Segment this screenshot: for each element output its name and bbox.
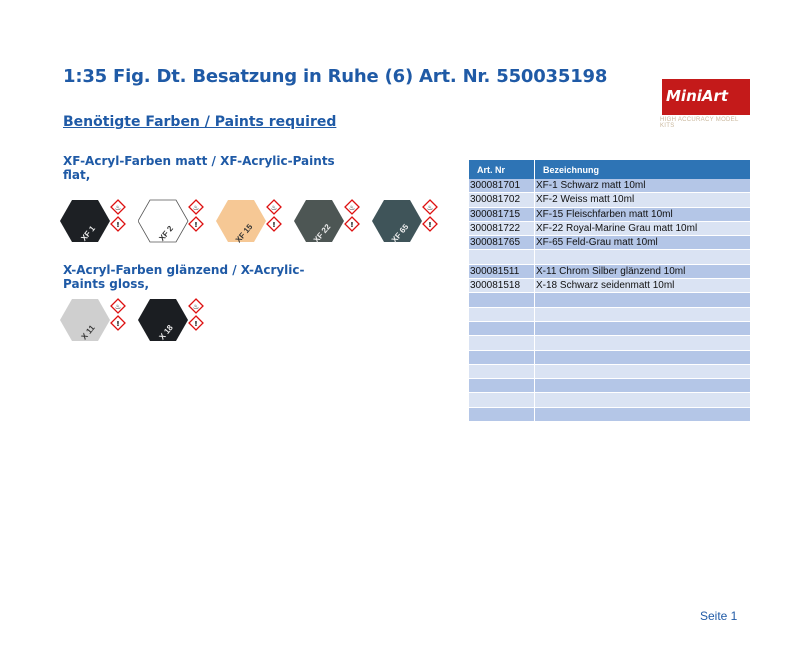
paint-code-label: XF 65 (389, 222, 411, 245)
logo-subtext: HIGH ACCURACY MODEL KITS (660, 117, 739, 129)
page-title: 1:35 Fig. Dt. Besatzung in Ruhe (6) Art. Nr. 550035198 (63, 66, 608, 87)
exclamation-hazard-icon (111, 217, 125, 231)
paints-required-heading: Benötigte Farben / Paints required (63, 114, 337, 130)
bezeichnung-cell (535, 379, 751, 393)
bezeichnung-cell (535, 393, 751, 407)
flat-paints-heading: XF-Acryl-Farben matt / XF-Acrylic-Paints flat, (63, 154, 335, 182)
paint-swatch (138, 197, 206, 247)
table-row (469, 179, 751, 193)
svg-text:♨: ♨ (192, 204, 200, 212)
svg-text:♨: ♨ (270, 204, 278, 212)
flammable-hazard-icon (423, 200, 437, 214)
bezeichnung-cell (535, 293, 751, 307)
table-row (469, 379, 751, 393)
table-row (469, 393, 751, 407)
exclamation-hazard-icon (189, 316, 203, 330)
paint-code-label: XF 15 (233, 222, 255, 245)
gloss-paints-heading: X-Acryl-Farben glänzend / X-Acrylic-Paints gloss, (63, 263, 305, 291)
bezeichnung-cell: XF-1 Schwarz matt 10ml (535, 179, 751, 193)
paint-swatch-graphic (294, 197, 362, 247)
svg-text:!: ! (194, 320, 198, 328)
table-row (469, 293, 751, 307)
paint-swatch-graphic (138, 197, 206, 247)
svg-text:♨: ♨ (114, 204, 122, 212)
page-number: Seite 1 (700, 609, 738, 623)
exclamation-hazard-icon (189, 217, 203, 231)
table-row (469, 264, 751, 278)
svg-text:♨: ♨ (348, 204, 356, 212)
flat-paints-row (60, 197, 440, 247)
table-row (469, 279, 751, 293)
art-nr-cell: 300081511 (469, 264, 535, 278)
paint-code-label: XF 22 (311, 222, 333, 245)
bezeichnung-cell (535, 336, 751, 350)
paint-code-label: X 18 (157, 323, 175, 342)
exclamation-hazard-icon (111, 316, 125, 330)
table-row (469, 307, 751, 321)
exclamation-hazard-icon (267, 217, 281, 231)
svg-text:♨: ♨ (192, 303, 200, 311)
art-nr-cell: 300081702 (469, 193, 535, 207)
svg-text:!: ! (116, 221, 120, 229)
bezeichnung-cell: XF-2 Weiss matt 10ml (535, 193, 751, 207)
table-row (469, 321, 751, 335)
flammable-hazard-icon (189, 200, 203, 214)
art-nr-cell (469, 407, 535, 421)
art-nr-cell (469, 293, 535, 307)
paint-swatch-graphic (372, 197, 440, 247)
art-nr-cell: 300081765 (469, 236, 535, 250)
bezeichnung-cell (535, 250, 751, 264)
paint-swatch (138, 296, 206, 346)
bezeichnung-cell (535, 364, 751, 378)
table-row (469, 350, 751, 364)
paint-swatch (60, 197, 128, 247)
table-header-row (469, 160, 751, 179)
paint-swatch (216, 197, 284, 247)
bezeichnung-cell (535, 307, 751, 321)
flammable-hazard-icon (345, 200, 359, 214)
svg-text:!: ! (116, 320, 120, 328)
flammable-hazard-icon (189, 299, 203, 313)
exclamation-hazard-icon (345, 217, 359, 231)
table-row (469, 207, 751, 221)
art-nr-cell: 300081701 (469, 179, 535, 193)
paint-swatch-graphic (138, 296, 206, 346)
art-nr-cell (469, 307, 535, 321)
flammable-hazard-icon (267, 200, 281, 214)
art-nr-cell: 300081722 (469, 221, 535, 235)
art-nr-cell (469, 250, 535, 264)
table-row (469, 236, 751, 250)
bezeichnung-cell (535, 350, 751, 364)
table-row (469, 336, 751, 350)
svg-text:♨: ♨ (426, 204, 434, 212)
bezeichnung-cell: XF-65 Feld-Grau matt 10ml (535, 236, 751, 250)
art-nr-cell (469, 321, 535, 335)
paint-table (469, 160, 751, 422)
col-header-art-nr: Art. Nr (469, 160, 535, 179)
paint-swatch (60, 296, 128, 346)
art-nr-cell (469, 350, 535, 364)
paint-swatch-graphic (60, 197, 128, 247)
paint-code-label: XF 2 (157, 224, 175, 243)
table-row (469, 250, 751, 264)
svg-text:!: ! (350, 221, 354, 229)
art-nr-cell: 300081715 (469, 207, 535, 221)
svg-text:!: ! (428, 221, 432, 229)
art-nr-cell (469, 364, 535, 378)
svg-text:!: ! (194, 221, 198, 229)
paint-swatch-graphic (60, 296, 128, 346)
art-nr-cell (469, 336, 535, 350)
table-row (469, 193, 751, 207)
bezeichnung-cell: XF-22 Royal-Marine Grau matt 10ml (535, 221, 751, 235)
paint-code-label: XF 1 (79, 224, 97, 243)
svg-text:♨: ♨ (114, 303, 122, 311)
bezeichnung-cell (535, 407, 751, 421)
paint-swatch-graphic (216, 197, 284, 247)
bezeichnung-cell: X-18 Schwarz seidenmatt 10ml (535, 279, 751, 293)
col-header-bezeichnung: Bezeichnung (535, 160, 751, 179)
art-nr-cell (469, 379, 535, 393)
paint-swatch (372, 197, 440, 247)
svg-text:!: ! (272, 221, 276, 229)
table-row (469, 407, 751, 421)
miniart-logo (660, 79, 752, 127)
logo-text: MiniArt (666, 87, 729, 105)
paint-swatch (294, 197, 362, 247)
art-nr-cell: 300081518 (469, 279, 535, 293)
flammable-hazard-icon (111, 299, 125, 313)
table-row (469, 364, 751, 378)
bezeichnung-cell (535, 321, 751, 335)
bezeichnung-cell: X-11 Chrom Silber glänzend 10ml (535, 264, 751, 278)
flammable-hazard-icon (111, 200, 125, 214)
art-nr-cell (469, 393, 535, 407)
exclamation-hazard-icon (423, 217, 437, 231)
bezeichnung-cell: XF-15 Fleischfarben matt 10ml (535, 207, 751, 221)
table-row (469, 221, 751, 235)
gloss-paints-row (60, 296, 206, 346)
paint-code-label: X 11 (79, 323, 97, 342)
